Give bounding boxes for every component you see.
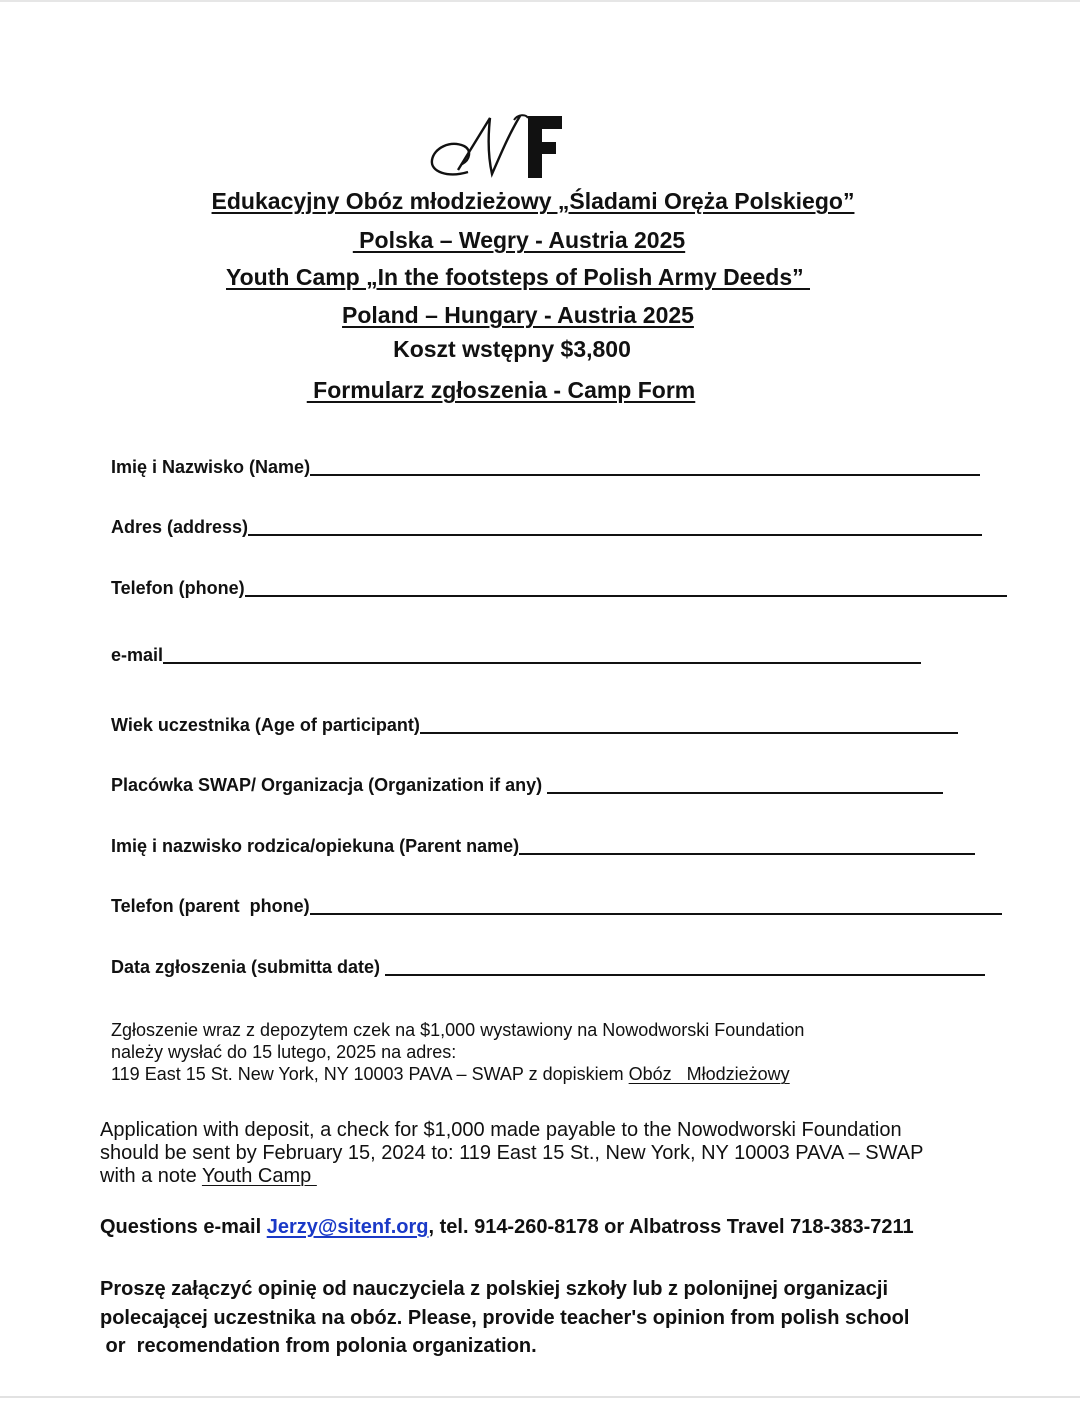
address-input-line[interactable]	[248, 534, 982, 536]
field-label: Adres (address)	[111, 517, 249, 537]
field-age	[111, 710, 958, 736]
recommendation-note	[100, 1275, 909, 1361]
field-label: Placówka SWAP/ Organizacja (Organization if any)	[111, 775, 548, 795]
deposit-notice-english	[100, 1119, 923, 1188]
field-address	[111, 512, 982, 538]
note-text: Youth Camp	[201, 1165, 317, 1187]
parent-name-input-line[interactable]	[519, 853, 975, 855]
questions-contact	[100, 1215, 914, 1239]
page-bottom-edge	[0, 1396, 1080, 1398]
contact-email-link[interactable]: Jerzy@sitenf.org	[266, 1216, 429, 1238]
cost-label: Koszt wstępny $3,800	[393, 336, 631, 362]
phone-input-line[interactable]	[245, 595, 1007, 597]
field-parent-name	[111, 831, 975, 857]
questions-suffix: , tel. 914-260-8178 or Albatross Travel 718-383-7211	[428, 1216, 914, 1238]
field-label: Data zgłoszenia (submitta date)	[111, 957, 386, 977]
field-name	[111, 452, 980, 478]
name-input-line[interactable]	[310, 474, 980, 476]
camp-countries-english: Poland – Hungary - Austria 2025	[342, 302, 694, 328]
submit-date-input-line[interactable]	[385, 974, 985, 976]
notice-line: with a note	[100, 1165, 202, 1187]
deposit-notice-polish	[111, 1019, 804, 1085]
notice-line: należy wysłać do 15 lutego, 2025 na adres:	[111, 1042, 457, 1062]
nf-monogram-icon	[428, 112, 564, 180]
organization-input-line[interactable]	[547, 792, 943, 794]
field-organization	[111, 770, 943, 796]
notice-line: Application with deposit, a check for $1,000 made payable to the Nowodworski Foundation	[100, 1119, 902, 1141]
camp-title-polish: Edukacyjny Obóz młodzieżowy „Śladami Oręża Polskiego”	[211, 188, 855, 214]
field-email	[111, 640, 921, 666]
recommendation-line: Proszę załączyć opinię od nauczyciela z polskiej szkoły lub z polonijnej organizacji	[100, 1278, 888, 1300]
camp-title-english: Youth Camp „In the footsteps of Polish Army Deeds”	[226, 264, 810, 290]
field-parent-phone	[111, 891, 1002, 917]
notice-line: should be sent by February 15, 2024 to: 119 East 15 St., New York, NY 10003 PAVA – SWAP	[100, 1142, 924, 1164]
field-label: Imię i Nazwisko (Name)	[111, 457, 311, 477]
page-top-edge	[0, 0, 1080, 2]
field-label: Imię i nazwisko rodzica/opiekuna (Parent name)	[111, 836, 520, 856]
field-submit-date	[111, 952, 985, 978]
form-title: Formularz zgłoszenia - Camp Form	[306, 377, 696, 403]
field-label: Wiek uczestnika (Age of participant)	[111, 715, 420, 735]
recommendation-line: polecającej uczestnika na obóz. Please, provide teacher's opinion from polish school	[100, 1306, 910, 1329]
notice-line: Zgłoszenie wraz z depozytem czek na $1,000 wystawiony na Nowodworski Foundation	[111, 1020, 805, 1040]
field-label: Telefon (phone)	[111, 578, 245, 598]
field-label: Telefon (parent phone)	[111, 896, 310, 916]
note-text: Obóz Młodzieżowy	[628, 1064, 790, 1084]
notice-line: 119 East 15 St. New York, NY 10003 PAVA – SWAP z dopiskiem	[111, 1064, 629, 1084]
parent-phone-input-line[interactable]	[310, 913, 1002, 915]
field-phone	[111, 573, 1007, 599]
questions-prefix: Questions e-mail	[100, 1216, 267, 1238]
email-input-line[interactable]	[163, 662, 921, 664]
recommendation-line: or recomendation from polonia organization.	[100, 1335, 537, 1357]
age-input-line[interactable]	[420, 732, 958, 734]
camp-countries-polish: Polska – Wegry - Austria 2025	[352, 227, 686, 253]
field-label: e-mail	[111, 645, 164, 665]
